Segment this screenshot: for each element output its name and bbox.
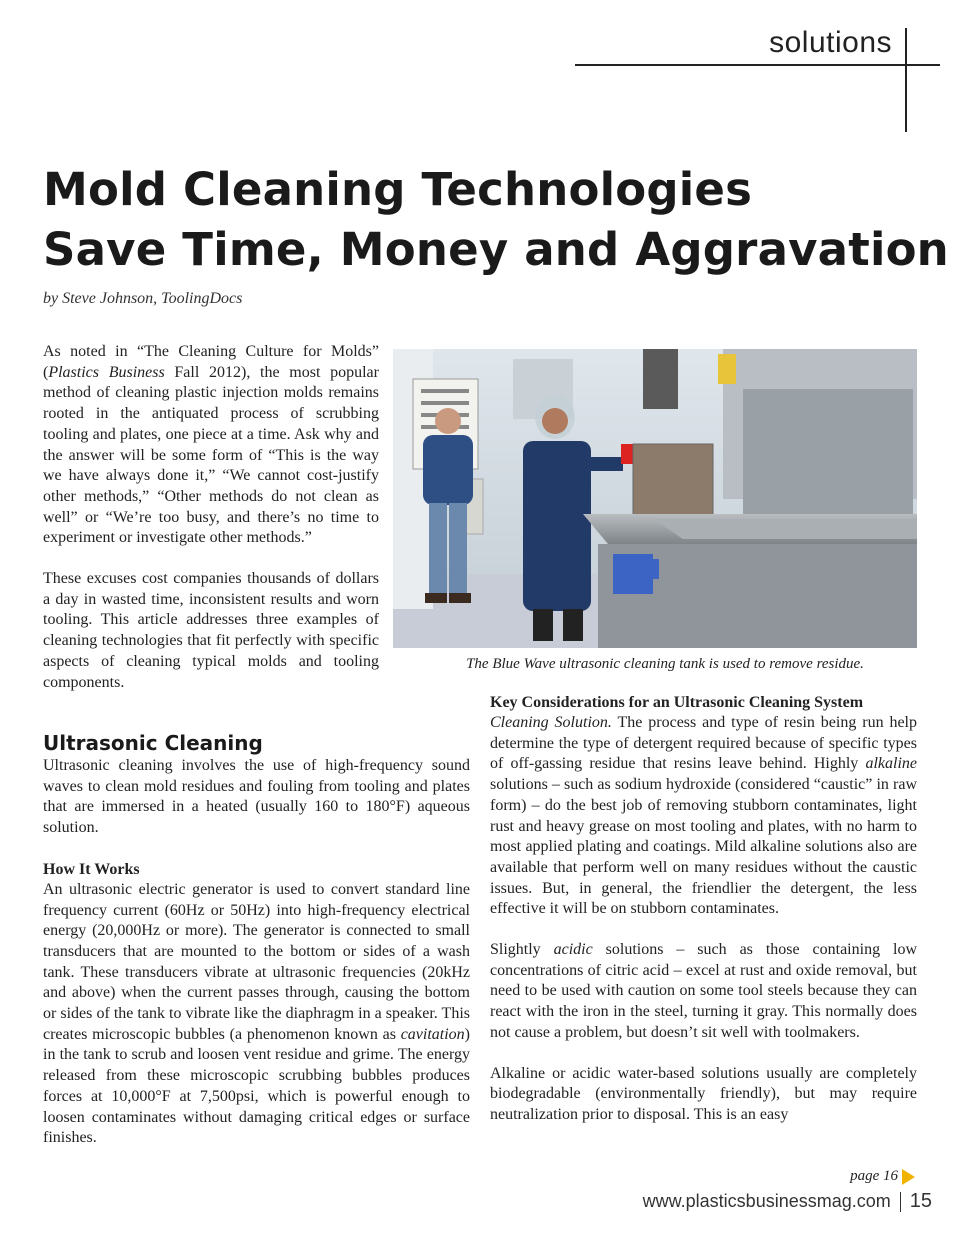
text-run: As noted in “The Cleaning Culture for Molds” ( — [43, 343, 379, 381]
page-number: 15 — [909, 1190, 932, 1212]
left-column-lower — [43, 730, 470, 1149]
text-run: Slightly — [490, 941, 554, 959]
emphasis: acidic — [553, 941, 593, 959]
article-photo — [393, 349, 917, 648]
key-paragraph-2 — [490, 940, 917, 1044]
article-title — [43, 160, 949, 280]
page-footer — [643, 1190, 932, 1213]
ultrasonic-tank — [583, 514, 917, 648]
right-column — [490, 692, 917, 1126]
section-label: solutions — [769, 26, 892, 59]
ultrasonic-tank-photo — [393, 349, 917, 648]
text-run: solutions – such as those containing low concentrations of citric acid – excel at rust and oxide removal, but need to be used with caution on some tool steels because they can react with the iron in the steel, turning it gray. This normally does not cause a problem, but doesn’t sit well with toolmakers. — [490, 941, 917, 1041]
publication-name: Plastics Business — [48, 363, 165, 381]
intro-paragraph-2: These excuses cost companies thousands of dollars a day in wasted time, inconsistent results and worn tooling. This article addresses three examples of cleaning technologies that fit perfectly with specific aspects of cleaning typical molds and tooling components. — [43, 570, 379, 691]
how-it-works-heading: How It Works — [43, 860, 140, 878]
byline: by Steve Johnson, ToolingDocs — [43, 290, 243, 307]
section-paragraph-1: Ultrasonic cleaning involves the use of high-frequency sound waves to clean mold residues and fouling from tooling and plates that are immersed in a heated (usually 160 to 180°F) aqueous solution. — [43, 757, 470, 837]
section-heading: Ultrasonic Cleaning — [43, 731, 263, 755]
run-in-heading: Cleaning Solution. — [490, 714, 612, 731]
continued-label: page 16 — [850, 1168, 898, 1184]
photo-caption: The Blue Wave ultrasonic cleaning tank is used to remove residue. — [466, 656, 864, 672]
key-considerations-heading: Key Considerations for an Ultrasonic Cleaning System — [490, 694, 864, 711]
arrow-right-icon — [902, 1169, 915, 1185]
text-run: solutions – such as sodium hydroxide (considered “caustic” in raw form) – do the best job of removing stubborn contaminates, light rust and heavy grease on most tooling and plates, with no harm to most applied plating and coatings. Mild alkaline solutions also are available that perform well on many residues without the caustic issues. But, in general, the friendlier the detergent, the less effective it will be on stubborn contaminates. — [490, 776, 917, 918]
title-line-2: Save Time, Money and Aggravation — [43, 223, 949, 276]
key-paragraph-3: Alkaline or acidic water-based solutions usually are completely biodegradable (environmentally friendly), but may require neutralization prior to disposal. This is an easy — [490, 1064, 917, 1123]
footer-divider — [900, 1192, 901, 1212]
text-run: The process and type of resin being run help determine the type of detergent required because of specific types of off-gassing residue that resins leave behind. Highly — [490, 714, 918, 773]
header-vertical-rule — [905, 28, 907, 132]
text-run: ) in the tank to scrub and loosen vent residue and grime. The energy released from these microscopic scrubbing bubbles produces forces at 10,000°F at 7,500psi, which is powerful enough to loosen contaminates without damaging critical edges or surface finishes. — [43, 1025, 470, 1147]
key-paragraph-1 — [490, 713, 917, 920]
how-it-works-paragraph — [43, 880, 470, 1149]
intro-paragraph-1 — [43, 342, 379, 549]
header-rule — [575, 64, 940, 66]
title-line-1: Mold Cleaning Technologies — [43, 163, 753, 216]
footer-url[interactable]: www.plasticsbusinessmag.com — [642, 1191, 891, 1211]
emphasis: alkaline — [865, 755, 917, 773]
continued-on-link[interactable] — [850, 1168, 915, 1185]
emphasis: cavitation — [400, 1025, 465, 1043]
text-run: An ultrasonic electric generator is used to convert standard line frequency current (60Hz or 50Hz) into high-frequency electrical energy (20,000Hz or more). The generator is connected to small transducers that are mounted to the bottom or sides of a wash tank. These transducers vibrate at ultrasonic frequencies (20kHz and above) when the current passes through, causing the bottom or sides of the tank to vibrate like the diaphragm in a speaker. This creates microscopic bubbles (a phenomenon known as — [43, 880, 470, 1043]
text-run: Fall 2012), the most popular method of cleaning plastic injection molds remains rooted in the antiquated process of scrubbing tooling and plates, one piece at a time. Ask why and the answer will be some form of “This is the way we have always done it,” “We cannot cost-justify other methods,” “Other methods do not clean as well” or “We’re too busy, and there’s no time to experiment or investigate other methods.” — [43, 363, 379, 547]
left-column-upper — [43, 342, 379, 713]
